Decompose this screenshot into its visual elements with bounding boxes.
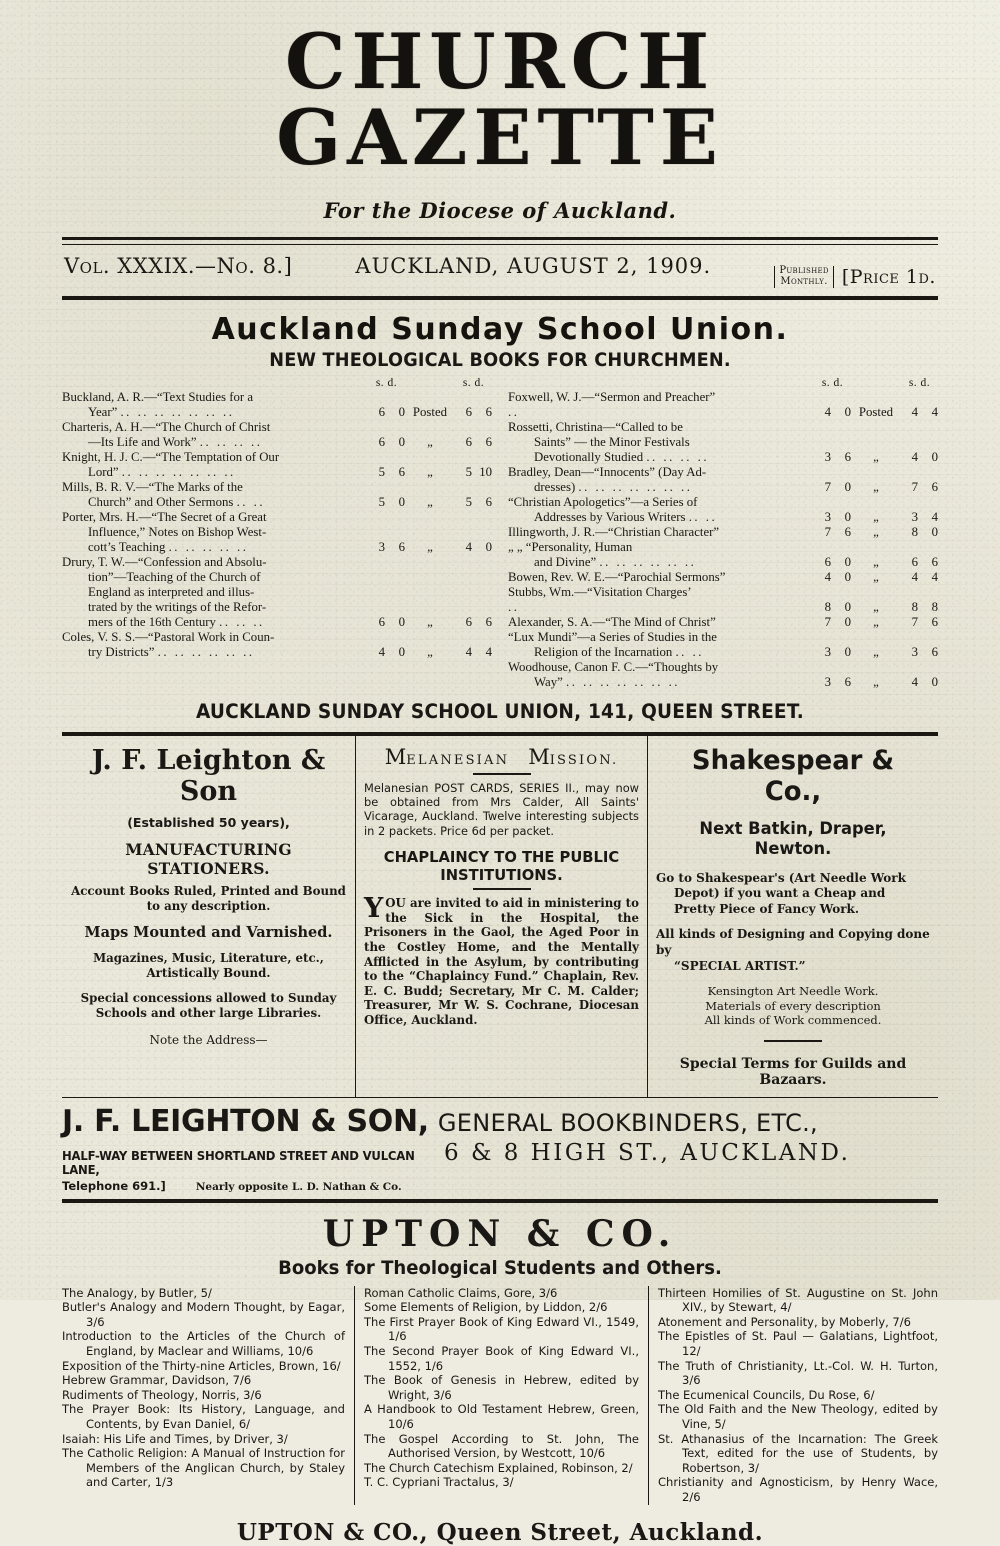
leader-dots: .. .. .. .. .. .. ..	[566, 674, 680, 689]
posted-pence: 6	[931, 614, 938, 629]
list-item: The Catholic Religion: A Manual of Instruction for Members of the Anglican Church, by Staley and Carter, 1/3	[62, 1446, 345, 1490]
price-shillings: 4	[824, 569, 831, 584]
book-title	[508, 465, 814, 495]
book-title-line: „ „ “Personality, Human	[508, 539, 633, 554]
table-row	[508, 465, 938, 495]
table-row	[508, 585, 938, 615]
price-shillings: 7	[824, 480, 831, 495]
table-row	[62, 420, 492, 450]
upton-top-rule	[62, 1199, 938, 1203]
posted-label: „	[427, 435, 433, 450]
book-title-line: Way” .. .. .. .. .. .. ..	[534, 674, 680, 689]
list-item: The Gospel According to St. John, The Authorised Version, by Westcott, 10/6	[364, 1431, 639, 1461]
list-item: The Second Prayer Book of King Edward VI., 1552, 1/6	[364, 1344, 639, 1373]
leader-dots: .. .. .. .. .. .. ..	[120, 405, 235, 420]
posted-shillings: 6	[911, 554, 918, 569]
posted-pence: 6	[485, 435, 492, 450]
book-title-line: Alexander, S. A.—“The Mind of Christ”	[508, 614, 716, 629]
book-title-line: Buckland, A. R.—“Text Studies for a	[62, 390, 254, 405]
table-row	[508, 390, 938, 420]
book-title-line: try Districts” .. .. .. .. .. ..	[88, 644, 255, 659]
chaplaincy-divider	[473, 888, 531, 890]
posted-shillings: 8	[911, 599, 918, 614]
table-row	[62, 630, 492, 660]
price-shillings: 3	[824, 674, 831, 689]
price-pence: 6	[398, 539, 405, 554]
posted-pence: 0	[931, 450, 938, 465]
place-date: AUCKLAND, AUGUST 2, 1909.	[355, 254, 712, 278]
list-item: The Truth of Christianity, Lt.-Col. W. H. Turton, 3/6	[658, 1358, 938, 1388]
posted-pence: 6	[485, 614, 492, 629]
posted-pence: 0	[931, 524, 938, 539]
posted-pence: 6	[931, 480, 938, 495]
posted-shillings: 4	[911, 674, 918, 689]
masthead-title: CHURCH GAZETTE	[276, 17, 724, 182]
chaplaincy-dropcap: Y	[364, 893, 384, 925]
ssu-right-table	[508, 377, 938, 690]
list-item: St. Athanasius of the Incarnation: The Greek Text, edited for the use of Students, by Robertson, 3/	[658, 1431, 938, 1475]
table-row	[62, 555, 492, 630]
shakespear-pitch-line1: Go to Shakespear's (Art Needle Work	[656, 870, 906, 885]
price-pence: 0	[844, 569, 851, 584]
upton-column-2	[355, 1286, 649, 1505]
ssu-right-rows	[508, 390, 938, 689]
masthead-subtitle: For the Diocese of Auckland.	[323, 198, 677, 223]
posted-shillings: 5	[465, 495, 472, 510]
leighton-telephone: Telephone 691.]	[62, 1178, 166, 1193]
book-title-line: England as interpreted and illus-	[88, 584, 255, 599]
posted-shillings: 3	[911, 510, 918, 524]
book-title	[62, 510, 368, 555]
book-title-line: Stubbs, Wm.—“Visitation Charges’	[508, 584, 692, 599]
price-pence: 6	[398, 465, 405, 480]
melanesian-word2: ISSION.	[549, 752, 619, 768]
leighton-maps: Maps Mounted and Varnished.	[84, 923, 333, 941]
book-title-line: tion”—Teaching of the Church of	[88, 569, 261, 584]
posted-pence: 4	[485, 644, 492, 659]
leighton-banner-left	[62, 1149, 432, 1195]
leader-dots: .. .. .. .. .. .. ..	[121, 465, 236, 480]
price-shillings: 3	[824, 450, 831, 465]
advertisement-row	[62, 736, 938, 1098]
book-title	[62, 630, 368, 660]
book-title	[508, 420, 814, 465]
book-title-line: Mills, B. R. V.—“The Marks of the	[62, 480, 243, 495]
list-item: Thirteen Homilies of St. Augustine on St. John XIV., by Stewart, 4/	[658, 1285, 938, 1315]
leader-dots: .. .. .. ..	[199, 435, 263, 450]
posted-label: „	[427, 539, 433, 554]
upton-column-1	[62, 1286, 355, 1505]
book-title-line: —Its Life and Work” .. .. .. ..	[88, 435, 263, 450]
ad-leighton	[62, 736, 356, 1097]
posted-label: Posted	[858, 405, 894, 420]
posted-label: „	[427, 644, 433, 659]
price-shillings: 8	[824, 599, 831, 614]
leighton-banner-trade: GENERAL BOOKBINDERS, ETC.,	[437, 1108, 818, 1137]
leighton-account-books: Account Books Ruled, Printed and Bound to any description.	[71, 883, 346, 913]
book-title-line: Lord” .. .. .. .. .. .. ..	[88, 465, 236, 480]
volume-number: Vol. XXXIX.—No. 8.]	[64, 254, 293, 278]
shakespear-service-item: Materials of every description	[705, 998, 881, 1013]
price-shillings: 7	[824, 614, 831, 629]
issue-rule	[62, 296, 938, 300]
shakespear-designing-line2: “SPECIAL ARTIST.”	[674, 958, 806, 973]
ssu-subheading: NEW THEOLOGICAL BOOKS FOR CHURCHMEN.	[269, 348, 731, 371]
posted-shillings: 4	[911, 450, 918, 465]
table-row	[508, 540, 938, 570]
ad-melanesian-mission	[356, 736, 648, 1097]
ad-shakespear	[648, 736, 938, 1097]
col-header-price: s. d.	[821, 376, 844, 389]
melanesian-word1: ELANESIAN	[406, 752, 510, 768]
list-item: The Epistles of St. Paul — Galatians, Lightfoot, 12/	[658, 1329, 938, 1359]
shakespear-location: Next Batkin, Draper, Newton.	[699, 818, 887, 859]
list-item: The Prayer Book: Its History, Language, and Contents, by Evan Daniel, 6/	[62, 1402, 345, 1431]
price-shillings: 4	[824, 405, 831, 420]
posted-label: „	[873, 599, 879, 614]
book-title	[508, 525, 814, 540]
book-title	[508, 495, 814, 525]
posted-label: „	[873, 480, 879, 495]
book-title-line: Rossetti, Christina—“Called to be	[508, 420, 683, 435]
shakespear-service-item: Kensington Art Needle Work.	[707, 984, 879, 999]
book-title	[508, 660, 814, 690]
posted-shillings: 4	[911, 569, 918, 584]
col-header-price: s. d.	[375, 376, 398, 389]
price-shillings: 3	[824, 510, 831, 524]
upton-heading: UPTON & CO.	[322, 1212, 678, 1255]
book-title-line: dresses) .. .. .. .. .. .. ..	[534, 480, 693, 495]
book-title-line: Illingworth, J. R.—“Christian Character”	[508, 524, 720, 539]
list-item: Isaiah: His Life and Times, by Driver, 3/	[62, 1431, 288, 1446]
table-row	[508, 615, 938, 630]
price-pence: 0	[398, 644, 405, 659]
list-item: The Analogy, by Butler, 5/	[62, 1285, 212, 1300]
posted-pence: 4	[931, 405, 938, 420]
book-title-line: Addresses by Various Writers .. ..	[534, 510, 718, 524]
book-title-line: Religion of the Incarnation .. ..	[534, 644, 704, 659]
book-title-line: Influence,” Notes on Bishop West-	[88, 524, 267, 539]
shakespear-terms: Special Terms for Guilds and Bazaars.	[679, 1055, 907, 1088]
price-shillings: 5	[378, 465, 385, 480]
posted-label: „	[427, 614, 433, 629]
price-pence: 0	[844, 405, 851, 420]
chaplaincy-text: OU are invited to aid in ministering to the Sick in the Hospital, the Prisoners in the Gaol, the Aged Poor in the Costley Home, and the Mentally Afflicted in the Asylum, by contributing to the “Chaplaincy Fund.” Chaplain, Rev. E. C. Budd; Secretary, Mr C. M. Calder; Treasurer, Mr W. S. Cochrane, Diocesan Office, Auckland.	[364, 896, 639, 1028]
book-title-line: Coles, V. S. S.—“Pastoral Work in Coun-	[62, 629, 275, 644]
book-title	[508, 615, 814, 630]
posted-shillings: 5	[465, 465, 472, 480]
leader-dots: .. .. .. .. .. .. ..	[578, 480, 693, 495]
posted-pence: 6	[485, 405, 492, 420]
upton-book-columns	[62, 1286, 938, 1505]
posted-label: „	[873, 569, 879, 584]
book-title-line: Knight, H. J. C.—“The Temptation of Our	[62, 450, 280, 465]
leader-dots: .. .. .. .. .. ..	[599, 554, 697, 569]
posted-label: „	[873, 524, 879, 539]
book-title	[62, 450, 368, 480]
book-title-line: “Christian Apologetics”—a Series of	[508, 495, 698, 510]
table-row	[62, 450, 492, 480]
shakespear-name: Shakespear & Co.,	[691, 744, 895, 807]
price-pence: 0	[844, 614, 851, 629]
book-title-line: Porter, Mrs. H.—“The Secret of a Great	[62, 510, 267, 524]
book-title-line: Bradley, Dean—“Innocents” (Day Ad-	[508, 465, 707, 480]
posted-pence: 10	[479, 465, 492, 480]
price-shillings: 6	[378, 614, 385, 629]
price-shillings: 3	[824, 644, 831, 659]
upton-subheading: Books for Theological Students and Others.	[278, 1256, 722, 1279]
posted-label: „	[873, 450, 879, 465]
price-pence: 6	[844, 674, 851, 689]
list-item: The Church Catechism Explained, Robinson, 2/	[364, 1460, 633, 1475]
melanesian-heading	[364, 745, 639, 769]
table-header-row	[62, 377, 492, 390]
ssu-left-table	[62, 377, 492, 660]
leader-dots: .. ..	[236, 495, 266, 510]
posted-shillings: 6	[465, 405, 472, 420]
posted-pence: 8	[931, 599, 938, 614]
chaplaincy-heading: CHAPLAINCY TO THE PUBLIC INSTITUTIONS.	[383, 848, 620, 885]
price-pence: 0	[844, 480, 851, 495]
leader-dots: ..	[508, 405, 520, 420]
posted-label: „	[873, 674, 879, 689]
leighton-established: (Established 50 years),	[127, 814, 290, 830]
book-title	[508, 390, 814, 420]
table-row	[508, 495, 938, 525]
list-item: Roman Catholic Claims, Gore, 3/6	[364, 1285, 558, 1300]
book-title-line: Charteris, A. H.—“The Church of Christ	[62, 420, 271, 435]
posted-shillings: 7	[911, 614, 918, 629]
book-title	[62, 420, 368, 450]
posted-label: „	[873, 554, 879, 569]
leader-dots: .. .. ..	[219, 614, 265, 629]
ssu-address: AUCKLAND SUNDAY SCHOOL UNION, 141, QUEEN STREET.	[195, 699, 805, 723]
price-pence: 0	[844, 510, 851, 524]
price-label: [Price 1d.	[841, 265, 936, 288]
price-pence: 0	[398, 614, 405, 629]
book-title-line: “Lux Mundi”—a Series of Studies in the	[508, 629, 717, 644]
leighton-banner-address: 6 & 8 HIGH ST., AUCKLAND.	[444, 1139, 851, 1166]
posted-label: „	[427, 465, 433, 480]
posted-pence: 4	[931, 569, 938, 584]
price-pence: 0	[398, 495, 405, 510]
published-frequency	[774, 266, 834, 288]
leighton-banner-bottom	[62, 1140, 938, 1195]
melanesian-divider	[473, 773, 531, 775]
list-item: Exposition of the Thirty-nine Articles, Brown, 16/	[62, 1358, 341, 1373]
table-row	[508, 525, 938, 540]
table-row	[62, 390, 492, 420]
book-title	[508, 540, 814, 570]
leighton-magazines: Magazines, Music, Literature, etc., Artistically Bound.	[93, 951, 324, 981]
posted-label: „	[873, 614, 879, 629]
list-item: Butler's Analogy and Modern Thought, by Eagar, 3/6	[62, 1300, 345, 1329]
ssu-heading: Auckland Sunday School Union.	[211, 311, 789, 347]
shakespear-divider	[764, 1040, 822, 1042]
posted-pence: 6	[931, 644, 938, 659]
posted-label: „	[427, 495, 433, 510]
book-title	[508, 630, 814, 660]
book-title-line: trated by the writings of the Refor-	[88, 599, 267, 614]
leader-dots: .. .. .. .. .. ..	[157, 644, 255, 659]
list-item: Rudiments of Theology, Norris, 3/6	[62, 1387, 262, 1402]
leighton-halfway: HALF-WAY BETWEEN SHORTLAND STREET AND VULCAN LANE,	[62, 1148, 415, 1177]
price-pence: 6	[844, 450, 851, 465]
shakespear-designing	[656, 927, 930, 974]
posted-shillings: 4	[465, 644, 472, 659]
leighton-trade: MANUFACTURING STATIONERS.	[125, 839, 292, 878]
posted-label: „	[873, 644, 879, 659]
book-title-line: Church” and Other Sermons .. ..	[88, 495, 266, 510]
price-pence: 0	[844, 599, 851, 614]
book-title-line: Woodhouse, Canon F. C.—“Thoughts by	[508, 659, 719, 674]
melanesian-cap-m1: M	[384, 744, 407, 769]
list-item: The First Prayer Book of King Edward VI., 1549, 1/6	[364, 1314, 639, 1344]
posted-label: Posted	[412, 405, 448, 420]
book-title	[62, 555, 368, 630]
posted-pence: 6	[931, 554, 938, 569]
price-pence: 0	[398, 405, 405, 420]
posted-shillings: 6	[465, 435, 472, 450]
leighton-concessions: Special concessions allowed to Sunday Schools and other large Libraries.	[80, 990, 337, 1020]
posted-label: „	[873, 510, 879, 524]
price-pence: 6	[844, 524, 851, 539]
posted-shillings: 8	[911, 524, 918, 539]
price-shillings: 6	[824, 554, 831, 569]
list-item: The Book of Genesis in Hebrew, edited by Wright, 3/6	[364, 1373, 639, 1402]
book-title-line: cott’s Teaching .. .. .. .. ..	[88, 539, 249, 554]
shakespear-designing-line1: All kinds of Designing and Copying done by	[656, 927, 930, 957]
leader-dots: .. .. .. ..	[646, 450, 710, 465]
monthly-label: Monthly.	[780, 275, 828, 287]
book-title-line: Drury, T. W.—“Confession and Absolu-	[62, 554, 267, 569]
list-item: A Handbook to Old Testament Hebrew, Green, 10/6	[364, 1402, 639, 1431]
upton-column-3	[649, 1286, 938, 1505]
table-row	[508, 420, 938, 465]
leighton-nearly-opposite: Nearly opposite L. D. Nathan & Co.	[195, 1180, 402, 1193]
list-item: Atonement and Personality, by Moberly, 7/6	[658, 1314, 911, 1329]
leader-dots: .. ..	[688, 510, 718, 524]
upton-footer: UPTON & CO., Queen Street, Auckland.	[236, 1518, 764, 1546]
book-title	[62, 390, 368, 420]
price-shillings: 6	[378, 435, 385, 450]
table-row	[508, 660, 938, 690]
list-item: T. C. Cypriani Tractalus, 3/	[364, 1475, 514, 1490]
table-header-row	[508, 377, 938, 390]
leighton-note-address: Note the Address—	[149, 1032, 268, 1047]
leader-dots: ..	[508, 599, 520, 614]
book-title	[508, 585, 814, 615]
ssu-book-lists	[62, 377, 938, 690]
table-row	[62, 480, 492, 510]
list-item: Some Elements of Religion, by Liddon, 2/6	[364, 1300, 608, 1315]
book-title-line: Saints” — the Minor Festivals	[534, 435, 690, 450]
melanesian-body: Melanesian POST CARDS, SERIES II., may now be obtained from Mrs Calder, All Saints' Vicarage, Auckland. Twelve interesting subjects in 2 packets. Price 6d per packet.	[364, 780, 639, 838]
posted-pence: 0	[931, 674, 938, 689]
shakespear-pitch	[656, 871, 930, 918]
book-title-line: Bowen, Rev. W. E.—“Parochial Sermons”	[508, 569, 726, 584]
book-title	[62, 480, 368, 510]
price-shillings: 6	[378, 405, 385, 420]
leighton-name: J. F. Leighton & Son	[91, 744, 326, 807]
book-title-line: mers of the 16th Century .. .. ..	[88, 614, 265, 629]
table-row	[508, 630, 938, 660]
posted-pence: 4	[931, 510, 938, 524]
issue-line	[62, 245, 938, 296]
book-title-line: Devotionally Studied .. .. .. ..	[534, 450, 710, 465]
posted-pence: 6	[485, 495, 492, 510]
posted-shillings: 4	[465, 539, 472, 554]
price-pence: 0	[844, 644, 851, 659]
shakespear-service-item: All kinds of Work commenced.	[704, 1013, 882, 1028]
book-title-line: and Divine” .. .. .. .. .. ..	[534, 554, 697, 569]
leighton-banner-name: J. F. LEIGHTON & SON,	[62, 1103, 429, 1139]
list-item: The Ecumenical Councils, Du Rose, 6/	[658, 1387, 875, 1402]
posted-shillings: 4	[911, 405, 918, 420]
melanesian-cap-m2: M	[528, 744, 550, 769]
col-header-posted-price: s. d.	[908, 376, 931, 389]
book-title-line: Foxwell, W. J.—“Sermon and Preacher”	[508, 390, 716, 405]
price-shillings: 5	[378, 495, 385, 510]
book-title-line: Year” .. .. .. .. .. .. ..	[88, 405, 235, 420]
published-label: Published	[779, 265, 829, 276]
masthead-rule	[62, 237, 938, 245]
price-shillings: 7	[824, 524, 831, 539]
list-item: Hebrew Grammar, Davidson, 7/6	[62, 1373, 252, 1388]
list-item: The Old Faith and the New Theology, edited by Vine, 5/	[658, 1402, 938, 1431]
leader-dots: .. ..	[675, 644, 704, 659]
leighton-banner	[62, 1098, 938, 1199]
table-row	[508, 570, 938, 585]
table-row	[62, 510, 492, 555]
price-shillings: 3	[378, 539, 385, 554]
list-item: Christianity and Agnosticism, by Henry Wace, 2/6	[658, 1475, 938, 1504]
col-header-posted-price: s. d.	[462, 376, 485, 389]
price-pence: 0	[398, 435, 405, 450]
ssu-left-rows	[62, 390, 492, 659]
price-shillings: 4	[378, 644, 385, 659]
shakespear-services	[656, 984, 930, 1027]
list-item: Introduction to the Articles of the Church of England, by Maclear and Williams, 10/6	[62, 1329, 345, 1359]
shakespear-pitch-line2: Depot) if you want a Cheap and Pretty Piece of Fancy Work.	[674, 886, 886, 916]
posted-pence: 0	[485, 539, 492, 554]
book-title	[508, 570, 814, 585]
price-pence: 0	[844, 554, 851, 569]
posted-shillings: 7	[911, 480, 918, 495]
posted-shillings: 6	[465, 614, 472, 629]
posted-shillings: 3	[911, 644, 918, 659]
leader-dots: .. .. .. .. ..	[168, 539, 249, 554]
chaplaincy-body	[364, 893, 639, 1028]
leighton-banner-top	[62, 1104, 938, 1139]
